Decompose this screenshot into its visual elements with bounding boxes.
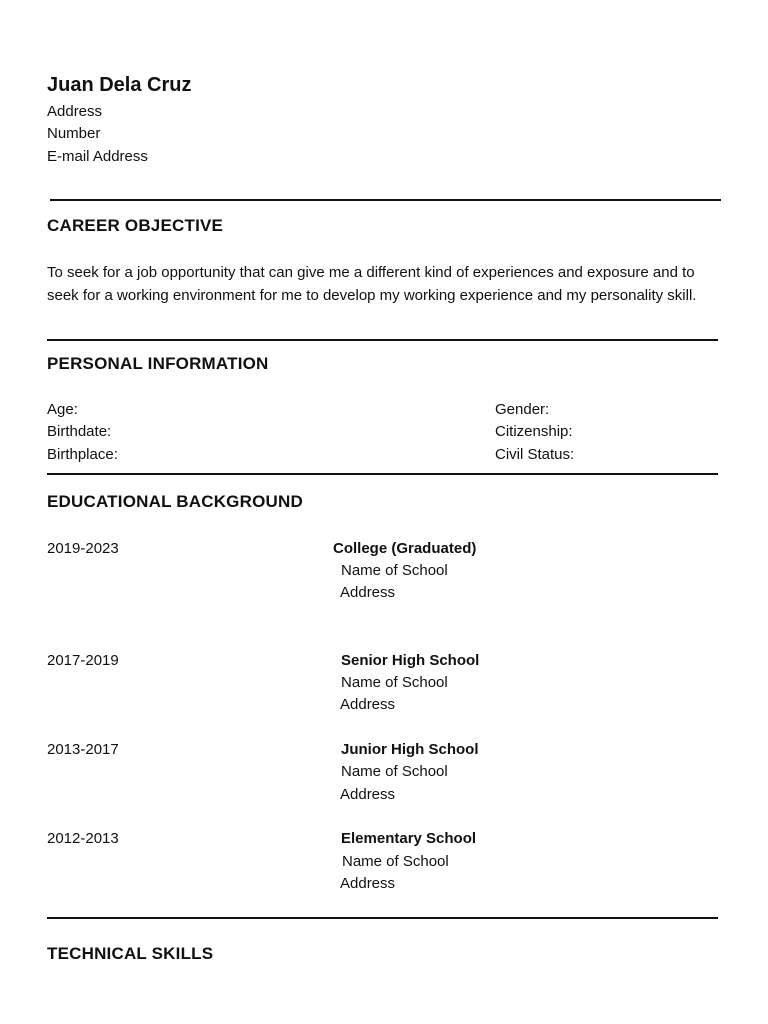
education-level: Elementary School bbox=[341, 830, 477, 847]
education-school-address: Address bbox=[340, 786, 396, 803]
education-years: 2019-2023 bbox=[47, 540, 119, 557]
education-school-name: Name of School bbox=[341, 674, 448, 691]
education-school-address: Address bbox=[340, 875, 396, 892]
header-divider bbox=[50, 199, 721, 201]
gender-label: Gender: bbox=[495, 401, 550, 418]
education-level: Senior High School bbox=[341, 652, 480, 669]
contact-address: Address bbox=[47, 103, 103, 120]
technical-skills-heading: TECHNICAL SKILLS bbox=[47, 944, 214, 963]
education-years: 2017-2019 bbox=[47, 652, 119, 669]
citizenship-label: Citizenship: bbox=[495, 423, 573, 440]
education-school-address: Address bbox=[340, 584, 396, 601]
education-school-name: Name of School bbox=[342, 853, 449, 870]
career-objective-heading: CAREER OBJECTIVE bbox=[47, 216, 224, 235]
contact-email: E-mail Address bbox=[47, 148, 148, 165]
birthdate-label: Birthdate: bbox=[47, 423, 112, 440]
education-level: Junior High School bbox=[341, 741, 479, 758]
education-level: College (Graduated) bbox=[333, 540, 477, 557]
education-school-address: Address bbox=[340, 696, 396, 713]
educational-background-divider bbox=[47, 917, 718, 919]
civil-status-label: Civil Status: bbox=[495, 446, 575, 463]
contact-number: Number bbox=[47, 125, 101, 142]
career-objective-divider bbox=[47, 339, 718, 341]
educational-background-heading: EDUCATIONAL BACKGROUND bbox=[47, 492, 303, 511]
personal-information-heading: PERSONAL INFORMATION bbox=[47, 354, 269, 373]
resume-name: Juan Dela Cruz bbox=[47, 74, 192, 96]
education-years: 2013-2017 bbox=[47, 741, 119, 758]
education-years: 2012-2013 bbox=[47, 830, 119, 847]
birthplace-label: Birthplace: bbox=[47, 446, 118, 463]
personal-information-divider bbox=[47, 473, 718, 475]
education-school-name: Name of School bbox=[341, 562, 448, 579]
career-objective-text: To seek for a job opportunity that can give me a different kind of experiences and exposure and to seek for a working environment for me to develop my working experience and my personality skill. bbox=[47, 264, 697, 304]
education-school-name: Name of School bbox=[341, 763, 448, 780]
age-label: Age: bbox=[47, 401, 78, 418]
